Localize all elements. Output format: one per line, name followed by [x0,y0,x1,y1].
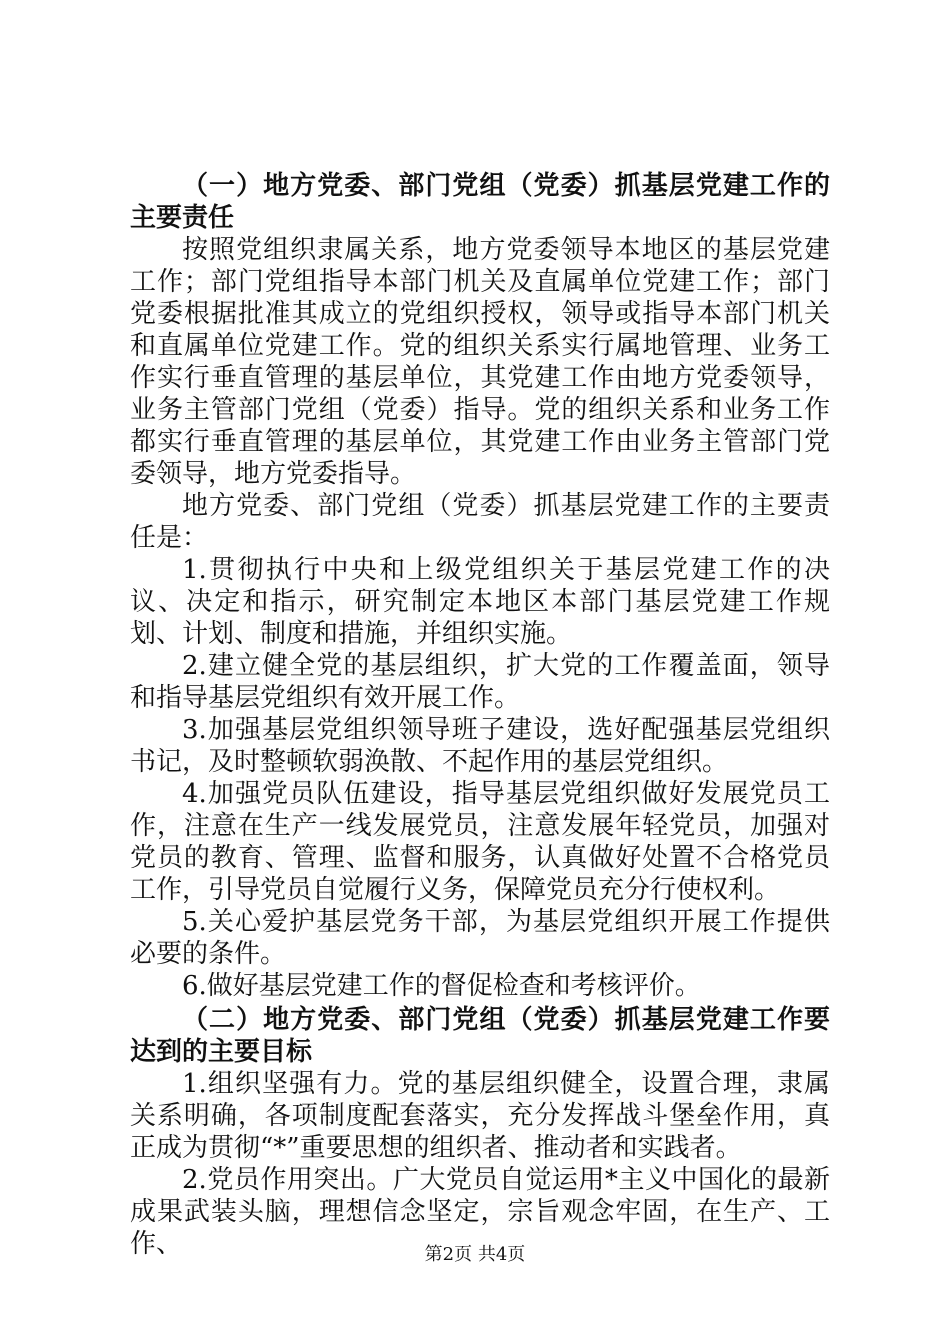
section-heading-1: （一）地方党委、部门党组（党委）抓基层党建工作的主要责任 [130,171,830,233]
goal-item-2: 2.党员作用突出。广大党员自觉运用*主义中国化的最新成果武装头脑，理想信念坚定，宗旨观念牢固，在生产、工作、 [130,1165,830,1259]
page-footer [0,1244,950,1266]
page-number-label: 第2页 共4页 [424,1244,526,1265]
responsibility-item-4: 4.加强党员队伍建设，指导基层党组织做好发展党员工作，注意在生产一线发展党员，注意发展年轻党员，加强对党员的教育、管理、监督和服务，认真做好处置不合格党员工作，引导党员自觉履行义务，保障党员充分行使权利。 [130,779,830,905]
paragraph-affiliation: 按照党组织隶属关系，地方党委领导本地区的基层党建工作；部门党组指导本部门机关及直属单位党建工作；部门党委根据批准其成立的党组织授权，领导或指导本部门机关和直属单位党建工作。党的组织关系实行属地管理、业务工作实行垂直管理的基层单位，其党建工作由地方党委领导，业务主管部门党组（党委）指导。党的组织关系和业务工作都实行垂直管理的基层单位，其党建工作由业务主管部门党委领导，地方党委指导。 [130,235,830,489]
section-heading-2: （二）地方党委、部门党组（党委）抓基层党建工作要达到的主要目标 [130,1005,830,1067]
paragraph-responsibility-intro: 地方党委、部门党组（党委）抓基层党建工作的主要责任是： [130,491,830,553]
goal-item-1: 1.组织坚强有力。党的基层组织健全，设置合理，隶属关系明确，各项制度配套落实，充分发挥战斗堡垒作用，真正成为贯彻“*”重要思想的组织者、推动者和实践者。 [130,1069,830,1163]
responsibility-item-1: 1.贯彻执行中央和上级党组织关于基层党建工作的决议、决定和指示，研究制定本地区本部门基层党建工作规划、计划、制度和措施，并组织实施。 [130,555,830,649]
responsibility-item-3: 3.加强基层党组织领导班子建设，选好配强基层党组织书记，及时整顿软弱涣散、不起作用的基层党组织。 [130,715,830,777]
responsibility-item-6: 6.做好基层党建工作的督促检查和考核评价。 [182,971,701,1001]
responsibility-item-5: 5.关心爱护基层党务干部，为基层党组织开展工作提供必要的条件。 [130,907,830,969]
responsibility-item-2: 2.建立健全党的基层组织，扩大党的工作覆盖面，领导和指导基层党组织有效开展工作。 [130,651,830,713]
document-body [130,170,830,1260]
